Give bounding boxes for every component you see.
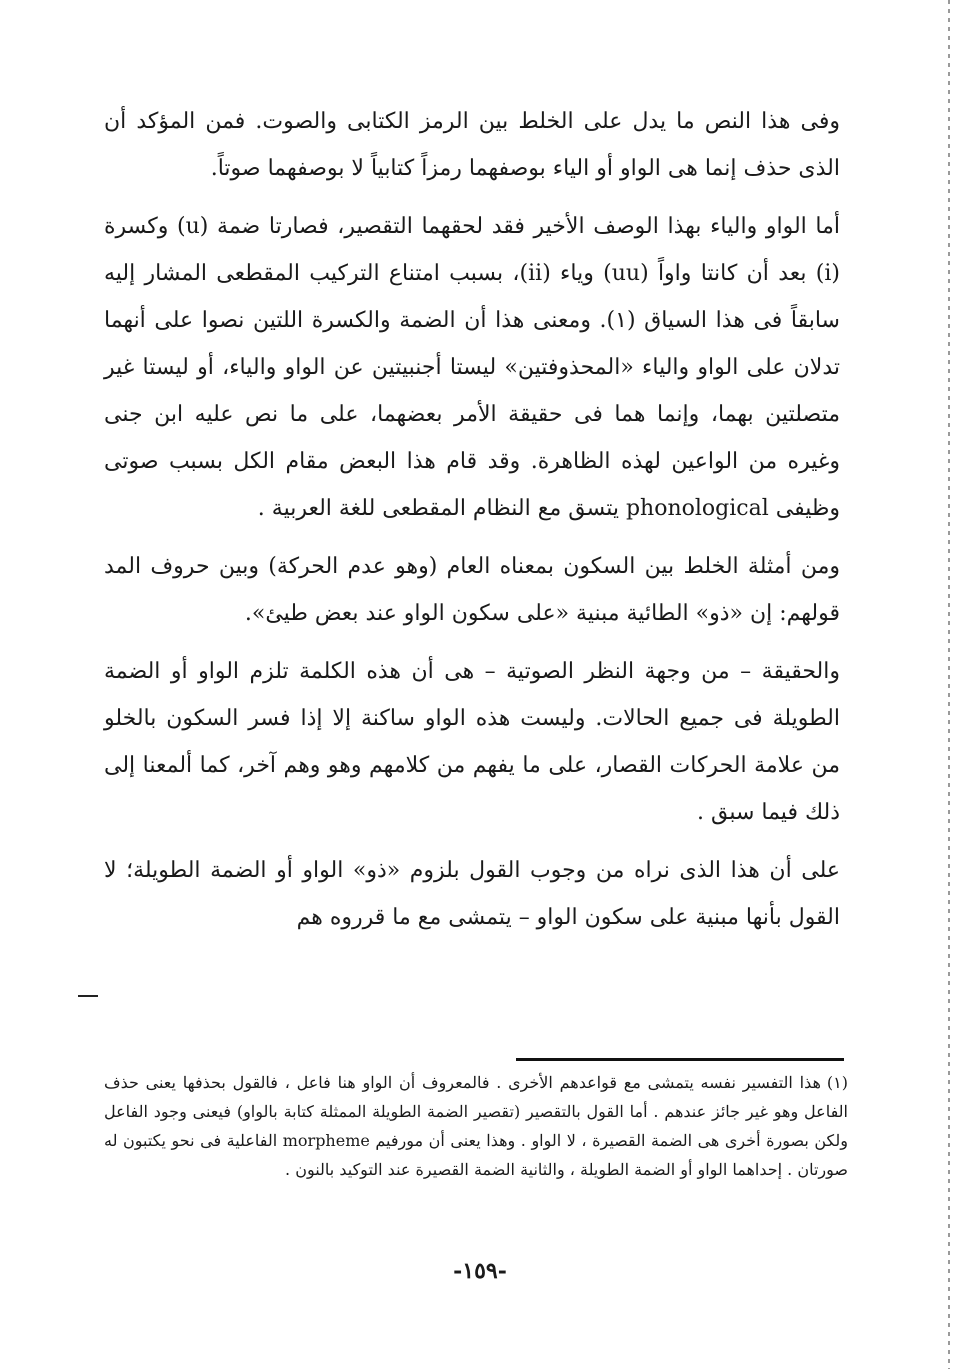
paragraph-1: وفى هذا النص ما يدل على الخلط بين الرمز الكتابى والصوت. فمن المؤكد أن الذى حذف إنما هى الواو أو الياء بوصفهما رمزاً كتابياً لا بوصفهما صوتاً.: [104, 109, 840, 181]
footnote-divider: [516, 1058, 844, 1061]
footnote-text: هذا التفسير نفسه يتمشى مع قواعدهم الأخرى . فالمعروف أن الواو هنا فاعل ، فالقول بحذفها يعنى حذف الفاعل وهو غير جائز عندهم . أما القول بالتقصير (تقصير الضمة الطويلة الممثلة كتابة بالواو) فيعنى وجود الفاعل ولكن بصورة أخرى هى الضمة القصيرة ، لا الواو . وهذا يعنى أن مورفيم morpheme الفاعلية فى نحو يكتبون له صورتان . إحداهما الواو أو الضمة الطويلة ، والثانية الضمة القصيرة عند التوكيد بالنون .: [104, 1073, 848, 1179]
footnote-paragraph: [104, 1068, 848, 1184]
continuation-mark: [78, 995, 98, 997]
page-number: -١٥٩-: [453, 1258, 507, 1284]
footnote: [104, 1068, 848, 1184]
main-text: [104, 98, 840, 952]
paragraph-4: والحقيقة – من وجهة النظر الصوتية – هى أن هذه الكلمة تلزم الواو أو الضمة الطويلة فى جميع الحالات. وليست هذه الواو ساكنة إلا إذا فسر السكون بالخلو من علامة الحركات القصار، على ما يفهم من كلامهم وهو وهم آخر، كما ألمعنا إلى ذلك فيما سبق .: [104, 659, 840, 825]
paragraph-5: على أن هذا الذى نراه من وجوب القول بلزوم «ذو» الواو أو الضمة الطويلة؛ لا القول بأنها مبنية على سكون الواو – يتمشى مع ما قرروه هم: [104, 858, 840, 930]
paragraph-2: أما الواو والياء بهذا الوصف الأخير فقد لحقهما التقصير، فصارتا ضمة (u) وكسرة (i) بعد أن كانتا واواً (uu) وياء (ii)، بسبب امتناع التركيب المقطعى المشار إليه سابقاً فى هذا السياق (١). ومعنى هذا أن الضمة والكسرة اللتين نصوا على أنهما تدلان على الواو والياء «المحذوفتين» ليستا أجنبيتين عن الواو والياء، أو ليستا غير متصلتين بهما، وإنما هما فى حقيقة الأمر بعضهما، على ما نص عليه ابن جنى وغيره من الواعين لهذه الظاهرة. وقد قام هذا البعض مقام الكل بسبب صوتى وظيفى phonological يتسق مع النظام المقطعى للغة العربية .: [104, 214, 841, 521]
paragraph-3: ومن أمثلة الخلط بين السكون بمعناه العام (وهو عدم الحركة) وبين حروف المد قولهم: إن «ذو» الطائية مبنية «على سكون الواو عند بعض طيئ».: [104, 554, 840, 626]
binding-edge: [948, 0, 950, 1369]
footnote-number: (١): [826, 1073, 848, 1092]
